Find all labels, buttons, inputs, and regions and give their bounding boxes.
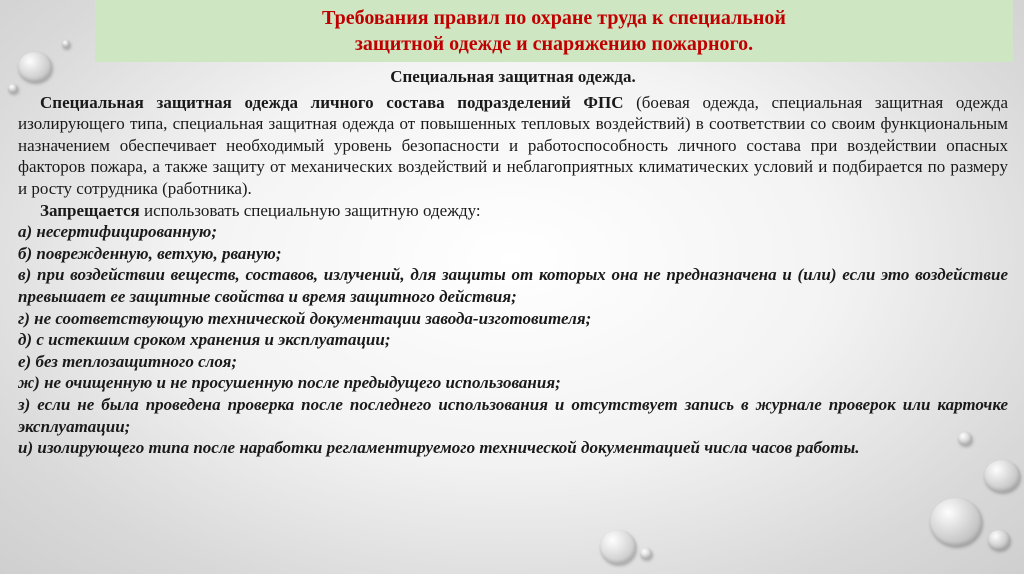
- list-item: в) при воздействии веществ, составов, излучений, для защиты от которых она не предназначена и (или) если это воздействие превышает ее защитные свойства и время защитного действия;: [18, 265, 1008, 306]
- list-item: е) без теплозащитного слоя;: [18, 351, 238, 371]
- list-item: д) с истекшим сроком хранения и эксплуатации;: [18, 330, 391, 350]
- water-drop-decoration: [988, 530, 1010, 550]
- prohibited-bold-text: Запрещается: [40, 200, 140, 220]
- intro-bold-text: Специальная защитная одежда личного состава подразделений ФПС: [40, 92, 624, 112]
- intro-text: (боевая одежда, специальная защитная одежда изолирующего типа, специальная защитная одежда от повышенных тепловых воздействий) в соответствии со своим функциональным назначением обеспечивает необходимый уровень безопасности и работоспособность личного состава при воздействии опасных факторов пожара, а также защиту от механических воздействий и неблагоприятных климатических условий и подбирается по размеру и росту сотрудника (работника).: [18, 92, 1009, 198]
- list-item: а) несертифицированную;: [18, 222, 217, 242]
- water-drop-decoration: [8, 84, 18, 93]
- water-drop-decoration: [930, 498, 982, 546]
- water-drop-decoration: [600, 530, 636, 564]
- slide-title-line-1: Требования правил по охране труда к специальной: [322, 7, 786, 29]
- water-drop-decoration: [984, 460, 1020, 492]
- intro-paragraph: [18, 92, 1008, 200]
- water-drop-decoration: [62, 40, 70, 48]
- prohibited-paragraph: [18, 200, 1008, 222]
- list-item: з) если не была проведена проверка после последнего использования и отсутствует запись в журнале проверок или карточке эксплуатации;: [18, 394, 1008, 436]
- water-drop-decoration: [640, 548, 652, 559]
- title-banner: [95, 0, 1013, 62]
- prohibited-text: использовать специальную защитную одежду:: [139, 200, 481, 220]
- slide-title-line-2: защитной одежде и снаряжению пожарного.: [354, 33, 754, 55]
- list-item: г) не соответствующую технической документации завода-изготовителя;: [18, 308, 592, 328]
- list-item: б) поврежденную, ветхую, рваную;: [18, 243, 282, 263]
- list-item: и) изолирующего типа после наработки регламентируемого технической документацией числа часов работы.: [18, 438, 860, 458]
- section-subtitle: Специальная защитная одежда.: [390, 67, 636, 86]
- list-item: ж) не очищенную и не просушенную после предыдущего использования;: [18, 373, 561, 393]
- slide-body: [18, 66, 1008, 459]
